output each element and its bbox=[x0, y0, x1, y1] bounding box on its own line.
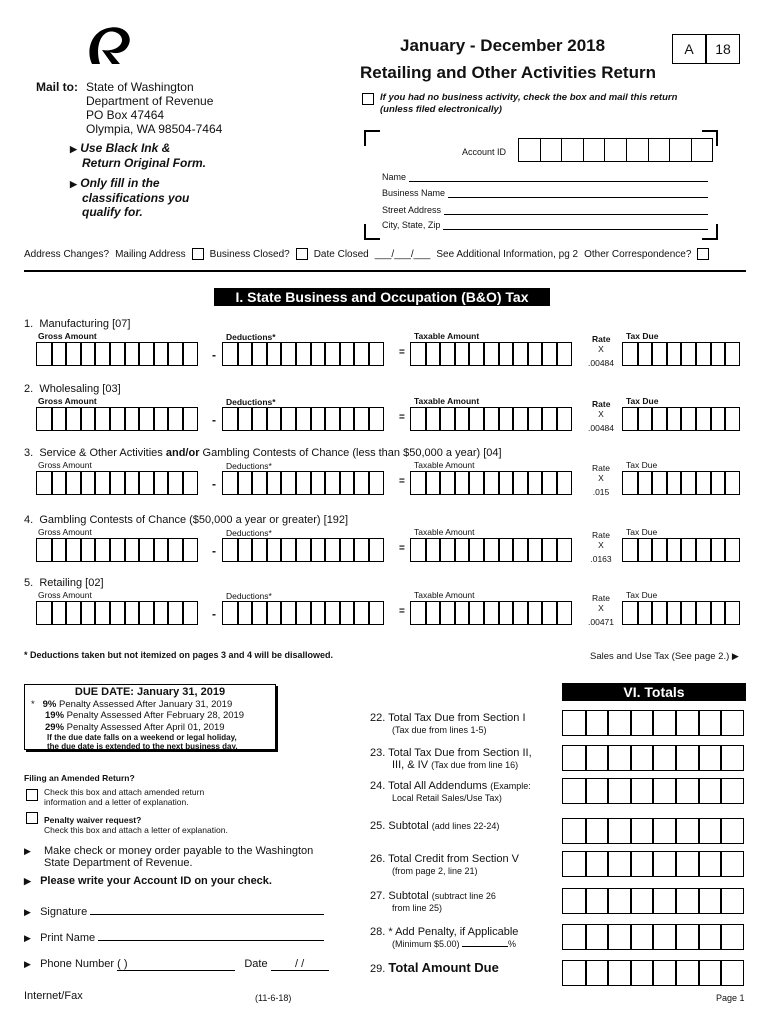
totals-line-label: 25. Subtotal (add lines 22-24) bbox=[370, 820, 500, 832]
print-name-row: ▶ Print Name bbox=[24, 932, 324, 944]
page-subtitle: Retailing and Other Activities Return bbox=[360, 63, 656, 82]
tax-due-header: Tax Due bbox=[626, 331, 659, 341]
gross-amount-field[interactable] bbox=[36, 601, 197, 625]
minus-sign: - bbox=[212, 348, 216, 362]
other-correspondence-checkbox[interactable] bbox=[697, 248, 709, 260]
dor-logo bbox=[84, 24, 134, 68]
rate-header: Rate bbox=[592, 593, 610, 603]
signature-field[interactable] bbox=[90, 914, 324, 915]
deductions-field[interactable] bbox=[222, 601, 383, 625]
payable-note: ▶ Make check or money order payable to the Washington State Department of Revenue. bbox=[24, 845, 314, 869]
mailing-address-checkbox[interactable] bbox=[192, 248, 204, 260]
date-field[interactable]: / / bbox=[271, 958, 329, 971]
gross-amount-header: Gross Amount bbox=[38, 396, 97, 406]
section-header: I. State Business and Occupation (B&O) Tax bbox=[214, 288, 550, 306]
equals-sign: = bbox=[399, 412, 405, 423]
write-id-note: ▶ Please write your Account ID on your check. bbox=[24, 875, 272, 887]
deductions-footnote: * Deductions taken but not itemized on pages 3 and 4 will be disallowed. bbox=[24, 650, 334, 660]
tax-due-header: Tax Due bbox=[626, 460, 658, 470]
deductions-header: Deductions* bbox=[226, 397, 276, 407]
totals-line-field[interactable] bbox=[562, 924, 743, 950]
due-date-box: DUE DATE: January 31, 2019 * 9% Penalty Assessed After January 31, 2019 19% Penalty Assessed After February 28, 2019 29% Penalty Assessed After April 01, 2019 If the due date falls on a weekend or legal holiday, the due date is extended to the next business day. bbox=[24, 684, 276, 750]
equals-sign: = bbox=[399, 347, 405, 358]
business-closed-checkbox[interactable] bbox=[296, 248, 308, 260]
penalty-waiver-checkbox[interactable] bbox=[26, 812, 38, 824]
amended-text: Check this box and attach amended return information and a letter of explanation. bbox=[44, 787, 205, 807]
address-line: PO Box 47464 bbox=[86, 108, 165, 122]
totals-line-field[interactable] bbox=[562, 818, 743, 844]
totals-line-label: 27. Subtotal (subtract line 26 from line 25) bbox=[370, 890, 496, 913]
bracket-corner bbox=[364, 224, 380, 240]
equals-sign: = bbox=[399, 606, 405, 617]
mail-to-block bbox=[36, 80, 286, 140]
deductions-field[interactable] bbox=[222, 538, 383, 562]
rate-value: X .00471 bbox=[588, 603, 614, 627]
totals-line-label: 24. Total All Addendums (Example: Local Retail Sales/Use Tax) bbox=[370, 780, 531, 803]
totals-line-label: 22. Total Tax Due from Section I (Tax due from lines 1-5) bbox=[370, 712, 526, 735]
deductions-field[interactable] bbox=[222, 407, 383, 431]
print-name-field[interactable] bbox=[98, 940, 324, 941]
totals-line-field[interactable] bbox=[562, 745, 743, 771]
street-address-field[interactable]: Street Address bbox=[382, 205, 708, 215]
totals-line-label: 29. Total Amount Due bbox=[370, 960, 499, 975]
phone-field[interactable]: ( ) bbox=[117, 958, 235, 971]
tax-due-header: Tax Due bbox=[626, 527, 658, 537]
equals-sign: = bbox=[399, 543, 405, 554]
gross-amount-field[interactable] bbox=[36, 407, 197, 431]
taxable-amount-header: Taxable Amount bbox=[414, 396, 480, 406]
totals-line-field[interactable] bbox=[562, 888, 743, 914]
line-label: 2. Wholesaling [03] bbox=[24, 383, 121, 395]
deductions-field[interactable] bbox=[222, 471, 383, 495]
footer-left: Internet/Fax bbox=[24, 990, 83, 1002]
sales-use-link[interactable]: Sales and Use Tax (See page 2.) ▶ bbox=[590, 651, 739, 662]
penalty-waiver-text: Penalty waiver request? Check this box and attach a letter of explanation. bbox=[44, 815, 228, 835]
amended-title: Filing an Amended Return? bbox=[24, 773, 135, 783]
gross-amount-field[interactable] bbox=[36, 538, 197, 562]
name-field[interactable]: Name bbox=[382, 172, 708, 182]
totals-line-field[interactable] bbox=[562, 960, 743, 986]
deductions-header: Deductions* bbox=[226, 528, 272, 538]
rate-value: X .00484 bbox=[588, 344, 614, 368]
minus-sign: - bbox=[212, 413, 216, 427]
totals-line-label: 28. * Add Penalty, if Applicable (Minimum $5.00) % bbox=[370, 926, 519, 949]
deductions-header: Deductions* bbox=[226, 591, 272, 601]
taxable-amount-header: Taxable Amount bbox=[414, 527, 475, 537]
totals-line-label: 26. Total Credit from Section V (from page 2, line 21) bbox=[370, 853, 519, 876]
rate-header: Rate bbox=[592, 334, 611, 344]
footer-date: (11-6-18) bbox=[255, 993, 292, 1003]
taxable-amount-field[interactable] bbox=[410, 538, 571, 562]
phone-date-row: ▶ Phone Number ( ) Date / / bbox=[24, 958, 329, 971]
tax-due-header: Tax Due bbox=[626, 396, 659, 406]
equals-sign: = bbox=[399, 476, 405, 487]
totals-header: VI. Totals bbox=[562, 683, 746, 701]
amended-return-checkbox[interactable] bbox=[26, 789, 38, 801]
line-label: 1. Manufacturing [07] bbox=[24, 318, 131, 330]
deductions-field[interactable] bbox=[222, 342, 383, 366]
gross-amount-field[interactable] bbox=[36, 342, 197, 366]
page-number: Page 1 bbox=[716, 993, 745, 1003]
taxable-amount-field[interactable] bbox=[410, 601, 571, 625]
minus-sign: - bbox=[212, 544, 216, 558]
address-line: Department of Revenue bbox=[86, 94, 214, 108]
totals-line-field[interactable] bbox=[562, 710, 743, 736]
address-line: State of Washington bbox=[86, 80, 194, 94]
mail-to-label: Mail to: bbox=[36, 80, 78, 94]
no-activity-checkbox[interactable] bbox=[362, 93, 374, 105]
gross-amount-header: Gross Amount bbox=[38, 331, 97, 341]
classification-note: ▶ Only fill in the classifications you qualify for. bbox=[70, 176, 190, 219]
page-title: January - December 2018 bbox=[400, 36, 606, 55]
city-state-zip-field[interactable]: City, State, Zip bbox=[382, 220, 708, 230]
totals-line-label: 23. Total Tax Due from Section II, III, & IV (Tax due from line 16) bbox=[370, 747, 532, 771]
gross-amount-header: Gross Amount bbox=[38, 527, 92, 537]
form-code-year: 18 bbox=[706, 34, 740, 64]
date-closed-field[interactable]: ___/___/___ bbox=[374, 248, 431, 260]
taxable-amount-field[interactable] bbox=[410, 342, 571, 366]
black-ink-note: ▶ Use Black Ink & Return Original Form. bbox=[70, 141, 207, 170]
bracket-corner bbox=[364, 130, 380, 146]
signature-row: ▶ Signature bbox=[24, 906, 324, 918]
account-id-field[interactable] bbox=[518, 138, 712, 162]
line-label: 3. Service & Other Activities and/or Gambling Contests of Chance (less than $50,000 a year) [04] bbox=[24, 447, 502, 459]
gross-amount-header: Gross Amount bbox=[38, 460, 92, 470]
taxable-amount-header: Taxable Amount bbox=[414, 590, 475, 600]
totals-line-field[interactable] bbox=[562, 851, 743, 877]
taxable-amount-header: Taxable Amount bbox=[414, 460, 475, 470]
taxable-amount-field[interactable] bbox=[410, 471, 571, 495]
triangle-right-icon: ▶ bbox=[70, 144, 77, 154]
rate-value: X .0163 bbox=[590, 540, 612, 564]
rate-header: Rate bbox=[592, 399, 611, 409]
no-activity-text: If you had no business activity, check the box and mail this return (unless filed electronically) bbox=[380, 92, 678, 115]
triangle-right-icon: ▶ bbox=[731, 651, 739, 661]
tax-due-field[interactable] bbox=[622, 407, 739, 431]
totals-line-field[interactable] bbox=[562, 778, 743, 804]
tax-due-field[interactable] bbox=[622, 342, 739, 366]
taxable-amount-header: Taxable Amount bbox=[414, 331, 480, 341]
tax-due-field[interactable] bbox=[622, 538, 739, 562]
divider bbox=[24, 270, 746, 272]
address-change-row: Address Changes? Mailing Address Business Closed? Date Closed ___/___/___ See Additional Information, pg 2 Other Correspondence? bbox=[24, 248, 709, 260]
tax-due-field[interactable] bbox=[622, 601, 739, 625]
rate-header: Rate bbox=[592, 463, 610, 473]
form-code bbox=[672, 34, 740, 64]
gross-amount-field[interactable] bbox=[36, 471, 197, 495]
tax-due-header: Tax Due bbox=[626, 590, 658, 600]
deductions-header: Deductions* bbox=[226, 332, 276, 342]
rate-value: X .00484 bbox=[588, 409, 614, 433]
form-code-letter: A bbox=[672, 34, 706, 64]
triangle-right-icon: ▶ bbox=[70, 179, 77, 189]
minus-sign: - bbox=[212, 477, 216, 491]
gross-amount-header: Gross Amount bbox=[38, 590, 92, 600]
rate-header: Rate bbox=[592, 530, 610, 540]
line-label: 5. Retailing [02] bbox=[24, 577, 104, 589]
taxable-amount-field[interactable] bbox=[410, 407, 571, 431]
account-id-label: Account ID bbox=[462, 147, 507, 157]
business-name-field[interactable]: Business Name bbox=[382, 188, 708, 198]
minus-sign: - bbox=[212, 607, 216, 621]
line-label: 4. Gambling Contests of Chance ($50,000 a year or greater) [192] bbox=[24, 514, 349, 526]
deductions-header: Deductions* bbox=[226, 461, 272, 471]
rate-value: X .015 bbox=[592, 473, 610, 497]
address-line: Olympia, WA 98504-7464 bbox=[86, 122, 223, 136]
tax-due-field[interactable] bbox=[622, 471, 739, 495]
